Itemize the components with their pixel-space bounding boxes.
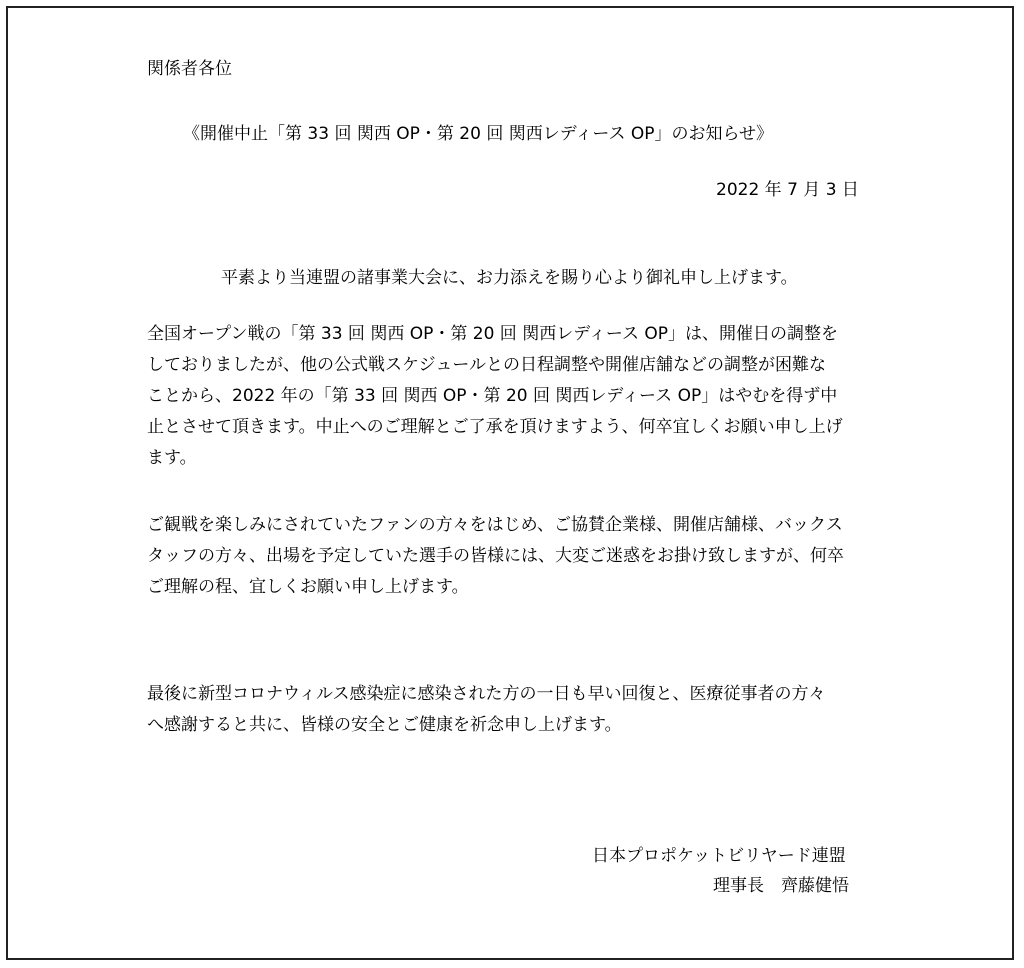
paragraph-line: へ感謝すると共に、皆様の安全とご健康を祈念申し上げます。 [147,715,622,735]
paragraph-line: ご理解の程、宜しくお願い申し上げます。 [147,577,469,597]
notice-date: 2022 年 7 月 3 日 [716,180,859,200]
greeting: 平素より当連盟の諸事業大会に、お力添えを賜り心より御礼申し上げます。 [221,268,798,288]
signer-name: 理事長 齊藤健悟 [713,876,849,896]
organization-name: 日本プロポケットビリヤード連盟 [592,846,846,866]
paragraph-line: タッフの方々、出場を予定していた選手の皆様には、大変ご迷惑をお掛け致しますが、何卒 [147,546,844,566]
paragraph-line: ことから、2022 年の「第 33 回 関西 OP・第 20 回 関西レディース OP」はやむを得ず中 [147,386,838,406]
paragraph-closing [147,679,825,741]
paragraph-line: ます。 [147,448,197,468]
paragraph-line: 最後に新型コロナウィルス感染症に感染された方の一日も早い回復と、医療従事者の方々 [147,684,826,704]
paragraph-apology [147,510,844,603]
paragraph-cancellation [147,319,843,474]
paragraph-line: 止とさせて頂きます。中止へのご理解とご了承を頂けますよう、何卒宜しくお願い申し上げ [147,417,843,437]
notice-title: 《開催中止「第 33 回 関西 OP・第 20 回 関西レディース OP」のお知らせ》 [183,124,774,144]
paragraph-line: しておりましたが、他の公式戦スケジュールとの日程調整や開催店舗などの調整が困難な [147,355,826,375]
paragraph-line: 全国オープン戦の「第 33 回 関西 OP・第 20 回 関西レディース OP」は、開催日の調整を [147,324,839,344]
addressee: 関係者各位 [147,59,232,79]
document-frame [6,6,1014,960]
paragraph-line: ご観戦を楽しみにされていたファンの方々をはじめ、ご協賛企業様、開催店舗様、バックス [147,515,843,535]
